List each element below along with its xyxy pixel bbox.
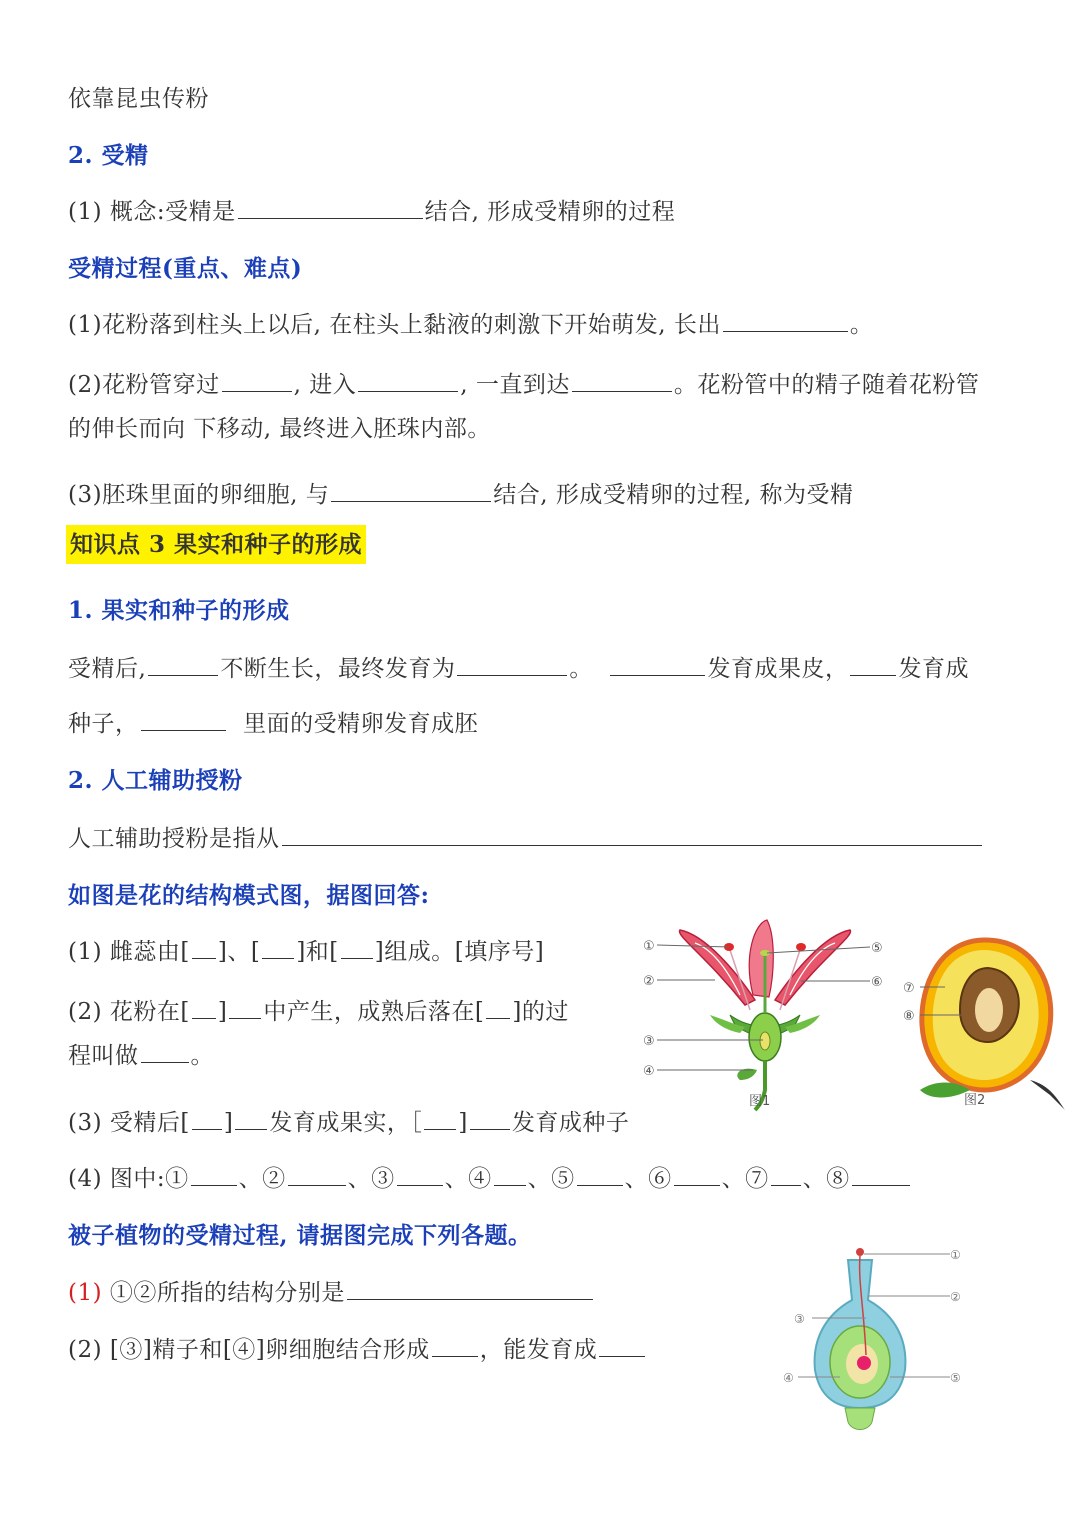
fig1-label-4: ④: [643, 1064, 655, 1079]
f1-text-a: 受精后,: [68, 656, 147, 682]
flower-structure-figure: [635, 915, 895, 1115]
answer-blank[interactable]: [288, 1163, 346, 1186]
fruit-line-1: [68, 650, 969, 683]
q1-text-d: ]组成。[填序号]: [374, 939, 545, 965]
process-step-1: [68, 306, 873, 339]
answer-blank[interactable]: [457, 653, 567, 676]
f1-text-b: 不断生长，最终发育为: [220, 656, 456, 682]
angio-question-1: [68, 1274, 595, 1307]
a2-text-a: (2) [③]精子和[④]卵细胞结合形成: [68, 1337, 430, 1363]
egg-cell: [857, 1356, 871, 1370]
highlight-heading: 知识点 3 果实和种子的形成: [66, 525, 366, 564]
fig1-label-1: ①: [643, 939, 655, 954]
p2-text-d: 。花粉管中的精子随着花粉管: [673, 372, 980, 398]
fig1-label-2: ②: [643, 974, 655, 989]
q4-text-h: 、⑧: [802, 1166, 850, 1192]
answer-blank[interactable]: [148, 653, 218, 676]
heading-angiosperm-fertilization: 被子植物的受精过程, 请据图完成下列各题。: [68, 1222, 532, 1249]
answer-blank[interactable]: [141, 1040, 189, 1063]
a1-text: ①②所指的结构分别是: [109, 1280, 345, 1306]
heading-fertilization-process: 受精过程(重点、难点): [68, 255, 303, 282]
q4-text-g: 、⑦: [721, 1166, 769, 1192]
concept-text-b: 结合, 形成受精卵的过程: [424, 199, 676, 225]
petal-right: [775, 930, 851, 1005]
answer-blank[interactable]: [771, 1163, 801, 1186]
q3-text-c: 发育成果实，［: [269, 1110, 423, 1136]
q2-text-e: 程叫做: [68, 1043, 139, 1069]
question-2: [68, 993, 569, 1026]
fig1-caption: 图1: [749, 1094, 771, 1109]
q1-text-c: ]和[: [296, 939, 339, 965]
fig2-label-7: ⑦: [903, 981, 915, 996]
q4-text-e: 、⑤: [527, 1166, 575, 1192]
fig3-label-2: ②: [950, 1290, 961, 1304]
text-insect-pollination: 依靠昆虫传粉: [68, 86, 209, 112]
question-3: [68, 1104, 629, 1137]
a1-number: (1): [68, 1280, 103, 1306]
answer-blank[interactable]: [341, 936, 373, 959]
question-2-cont: [68, 1037, 214, 1070]
answer-blank[interactable]: [486, 996, 510, 1019]
stem-tick: [1030, 1080, 1065, 1110]
answer-blank[interactable]: [852, 1163, 910, 1186]
answer-blank[interactable]: [424, 1107, 456, 1130]
q1-text-b: ]、[: [217, 939, 261, 965]
art-text-a: 人工辅助授粉是指从: [68, 826, 280, 852]
answer-blank[interactable]: [192, 1107, 222, 1130]
p3-text-a: (3)胚珠里面的卵细胞, 与: [68, 482, 330, 508]
q3-text-e: 发育成种子: [511, 1110, 630, 1136]
ovule: [760, 1032, 770, 1050]
answer-blank[interactable]: [397, 1163, 443, 1186]
answer-blank[interactable]: [282, 823, 982, 846]
process-step-2-cont: 的伸长而向 下移动, 最终进入胚珠内部。: [68, 416, 491, 442]
artificial-line: [68, 820, 984, 853]
q4-text-d: 、④: [444, 1166, 492, 1192]
p2-text-a: (2)花粉管穿过: [68, 372, 220, 398]
answer-blank[interactable]: [599, 1334, 645, 1357]
p2-text-c: , 一直到达: [460, 372, 570, 398]
question-4: [68, 1160, 912, 1193]
fig2-caption: 图2: [964, 1093, 986, 1108]
f1-text-d: 发育成果皮，: [707, 656, 849, 682]
fig2-label-8: ⑧: [903, 1009, 915, 1024]
heading-artificial-pollination: 2. 人工辅助授粉: [68, 767, 243, 794]
heading-fertilization: 2. 受精: [68, 142, 149, 169]
answer-blank[interactable]: [331, 479, 491, 502]
q4-text-f: 、⑥: [624, 1166, 672, 1192]
seed: [975, 988, 1003, 1032]
answer-blank[interactable]: [192, 996, 216, 1019]
angio-question-2: [68, 1331, 647, 1364]
f2-text-a: 种子，: [68, 711, 139, 737]
answer-blank[interactable]: [347, 1277, 593, 1300]
fig3-label-1: ①: [950, 1248, 961, 1262]
concept-line: [68, 193, 675, 226]
pollen-grain: [856, 1248, 864, 1256]
process-step-2: [68, 366, 979, 399]
answer-blank[interactable]: [432, 1334, 478, 1357]
q1-text-a: (1) 雌蕊由[: [68, 939, 190, 965]
petal-center: [749, 920, 773, 997]
fig1-label-3: ③: [643, 1034, 655, 1049]
f1-text-e: 发育成: [898, 656, 969, 682]
concept-text-a: (1) 概念:受精是: [68, 199, 236, 225]
knowledge-point-3: [66, 526, 366, 559]
answer-blank[interactable]: [674, 1163, 720, 1186]
fig2-label-group: [903, 981, 915, 1024]
answer-blank[interactable]: [494, 1163, 526, 1186]
fig3-label-4: ④: [783, 1371, 794, 1385]
anther: [796, 943, 806, 951]
answer-blank[interactable]: [191, 1163, 237, 1186]
heading-figure-questions: 如图是花的结构模式图，据图回答:: [68, 882, 430, 909]
q4-text-c: 、③: [347, 1166, 395, 1192]
p1-text-a: (1)花粉落到柱头上以后, 在柱头上黏液的刺激下开始萌发, 长出: [68, 312, 721, 338]
receptacle: [845, 1408, 875, 1430]
fruit-line-2: [68, 705, 478, 738]
answer-blank[interactable]: [572, 369, 672, 392]
f1-text-c: 。: [569, 656, 593, 682]
f2-text-b: 里面的受精卵发育成胚: [243, 711, 479, 737]
p1-text-b: 。: [849, 312, 874, 338]
answer-blank[interactable]: [850, 653, 896, 676]
answer-blank[interactable]: [235, 1107, 267, 1130]
answer-blank[interactable]: [141, 708, 226, 731]
pistil-fertilization-figure: [780, 1240, 980, 1440]
answer-blank[interactable]: [610, 653, 705, 676]
q4-text-a: (4) 图中:①: [68, 1166, 189, 1192]
fig1-label-5: ⑤: [871, 941, 883, 956]
p3-text-b: 结合, 形成受精卵的过程, 称为受精: [493, 482, 854, 508]
q3-text-a: (3) 受精后[: [68, 1110, 190, 1136]
answer-blank[interactable]: [192, 936, 216, 959]
answer-blank[interactable]: [238, 196, 423, 219]
question-1: [68, 933, 544, 966]
answer-blank[interactable]: [470, 1107, 510, 1130]
p2-text-b: , 进入: [293, 372, 357, 398]
q4-text-b: 、②: [238, 1166, 286, 1192]
q2-text-f: 。: [190, 1043, 214, 1069]
a2-text-b: ，能发育成: [479, 1337, 598, 1363]
answer-blank[interactable]: [358, 369, 458, 392]
q2-text-d: ]的过: [512, 999, 569, 1025]
q2-text-b: ]: [217, 999, 228, 1025]
process-step-3: [68, 476, 853, 509]
q2-text-a: (2) 花粉在[: [68, 999, 190, 1025]
petal-left: [679, 930, 755, 1005]
answer-blank[interactable]: [723, 309, 848, 332]
fig3-label-3: ③: [794, 1312, 805, 1326]
fruit-section-figure: [900, 930, 1070, 1115]
q3-text-b: ]: [223, 1110, 234, 1136]
q3-text-d: ]: [458, 1110, 468, 1136]
answer-blank[interactable]: [222, 369, 292, 392]
heading-fruit-seed: 1. 果实和种子的形成: [68, 597, 290, 624]
answer-blank[interactable]: [262, 936, 294, 959]
fig1-label-6: ⑥: [871, 975, 883, 990]
answer-blank[interactable]: [229, 996, 261, 1019]
fig3-label-5: ⑤: [950, 1371, 961, 1385]
answer-blank[interactable]: [577, 1163, 623, 1186]
q2-text-c: 中产生，成熟后落在[: [263, 999, 485, 1025]
